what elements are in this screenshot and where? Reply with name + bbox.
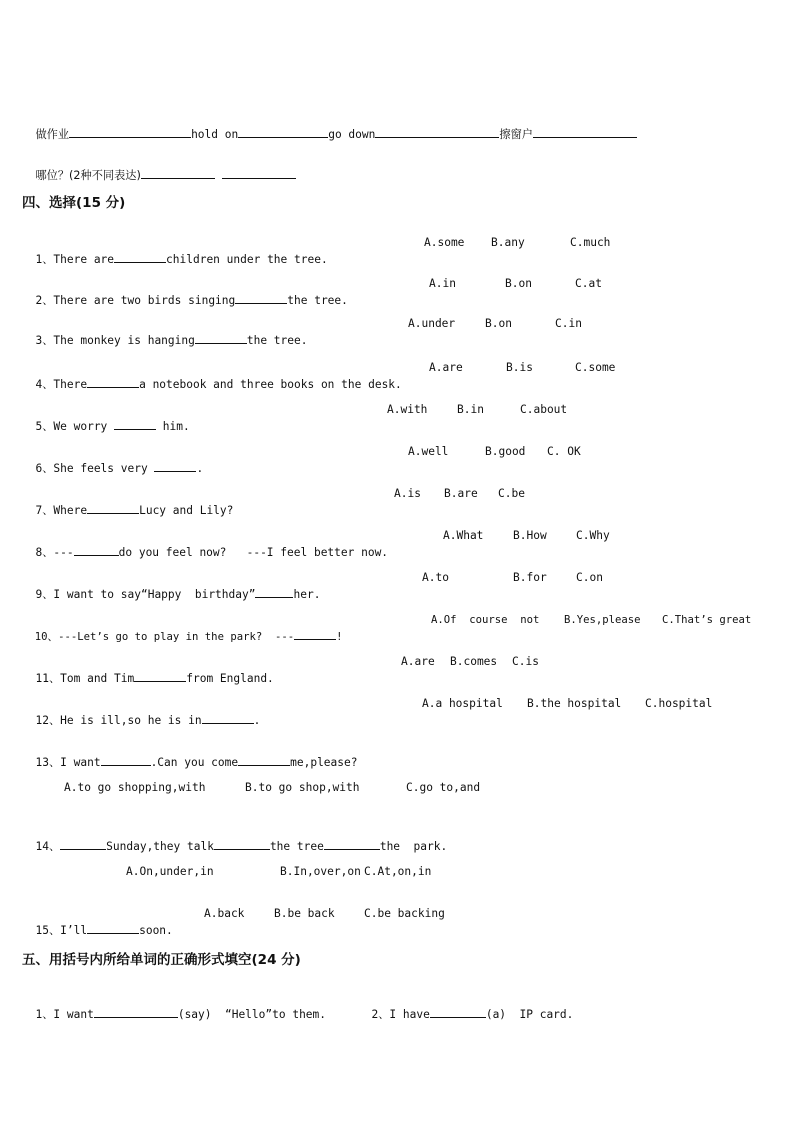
phrase-homework: 做作业	[35, 128, 70, 141]
option-c[interactable]: C.on	[576, 571, 603, 584]
option-a[interactable]: A.well	[408, 445, 449, 458]
option-b[interactable]: B.How	[513, 529, 547, 542]
answer-blank[interactable]	[94, 1006, 178, 1018]
question-stem: (a) IP card.	[485, 1008, 574, 1021]
fill-question-1	[22, 990, 326, 1023]
option-c[interactable]: C.at	[575, 277, 602, 290]
question-stem: 9、I want to say“Happy birthday”	[35, 588, 256, 601]
answer-blank[interactable]	[134, 670, 186, 682]
option-b[interactable]: B.are	[444, 487, 478, 500]
option-b[interactable]: B.Yes,please	[564, 614, 641, 626]
question-stem: soon.	[139, 924, 173, 937]
answer-blank[interactable]	[430, 1006, 486, 1018]
answer-blank[interactable]	[238, 754, 290, 766]
option-c[interactable]: C.about	[520, 403, 568, 416]
question-stem: the tree	[269, 840, 324, 853]
answer-blank[interactable]	[141, 167, 215, 179]
phrase-who-is-it: 哪位？(2种不同表达)	[35, 169, 141, 182]
answer-blank[interactable]	[114, 418, 156, 430]
question-stem: 4、There	[35, 378, 88, 391]
option-c[interactable]: C.much	[570, 236, 611, 249]
option-c[interactable]: C.go to,and	[406, 781, 481, 794]
question-5	[22, 402, 190, 435]
question-stem: him.	[156, 420, 190, 433]
option-a[interactable]: A.in	[429, 277, 456, 290]
question-stem: her.	[293, 588, 321, 601]
option-a[interactable]: A.to	[422, 571, 449, 584]
answer-blank[interactable]	[375, 126, 499, 138]
answer-blank[interactable]	[214, 838, 270, 850]
question-12	[22, 696, 260, 729]
question-stem: (say) “Hello”to them.	[177, 1008, 327, 1021]
answer-blank[interactable]	[202, 712, 254, 724]
answer-blank[interactable]	[87, 502, 139, 514]
question-9	[22, 570, 320, 603]
fill-question-2	[358, 990, 573, 1023]
option-c[interactable]: C. OK	[547, 445, 581, 458]
question-stem: Sunday,they talk	[106, 840, 214, 853]
question-13	[22, 738, 357, 771]
question-stem: 14、	[35, 840, 61, 853]
question-stem: a notebook and three books on the desk.	[139, 378, 402, 391]
answer-blank[interactable]	[69, 126, 191, 138]
option-b[interactable]: B.is	[506, 361, 533, 374]
question-stem: 15、I’ll	[35, 924, 88, 937]
question-stem: .	[196, 462, 204, 475]
question-stem: children under the tree.	[166, 253, 328, 266]
question-stem: me,please?	[290, 756, 358, 769]
answer-blank[interactable]	[294, 628, 336, 640]
option-a[interactable]: A.Of course not	[431, 614, 540, 626]
answer-blank[interactable]	[533, 126, 637, 138]
option-c[interactable]: C.hospital	[645, 697, 713, 710]
question-stem: .	[253, 714, 261, 727]
option-c[interactable]: C.be backing	[364, 907, 445, 920]
option-b[interactable]: B.any	[491, 236, 525, 249]
question-14	[22, 822, 447, 855]
phrase-hold-on: hold on	[191, 128, 239, 141]
question-stem: 3、The monkey is hanging	[35, 334, 195, 347]
option-a[interactable]: A.a hospital	[422, 697, 503, 710]
answer-blank[interactable]	[74, 544, 119, 556]
answer-blank[interactable]	[195, 332, 247, 344]
question-10	[22, 612, 343, 645]
question-stem: do you feel now? ---I feel better now.	[118, 546, 389, 559]
option-a[interactable]: A.On,under,in	[126, 865, 214, 878]
option-c[interactable]: C.At,on,in	[364, 865, 432, 878]
answer-blank[interactable]	[238, 126, 328, 138]
option-b[interactable]: B.in	[457, 403, 484, 416]
option-c[interactable]: C.Why	[576, 529, 610, 542]
phrase-go-down: go down	[328, 128, 376, 141]
phrase-row-1	[22, 110, 637, 143]
question-stem: from England.	[186, 672, 274, 685]
answer-blank[interactable]	[114, 251, 166, 263]
option-b[interactable]: B.to go shop,with	[245, 781, 360, 794]
question-8	[22, 528, 388, 561]
question-stem: !	[336, 631, 343, 643]
question-stem: 6、She feels very	[35, 462, 155, 475]
answer-blank[interactable]	[222, 167, 296, 179]
question-stem: the tree.	[246, 334, 308, 347]
option-a[interactable]: A.is	[394, 487, 421, 500]
option-a[interactable]: A.back	[204, 907, 245, 920]
question-stem: 1、I want	[35, 1008, 94, 1021]
question-stem: 11、Tom and Tim	[35, 672, 135, 685]
question-stem: 13、I want	[35, 756, 101, 769]
question-stem: the park.	[379, 840, 448, 853]
option-b[interactable]: B.for	[513, 571, 547, 584]
question-stem: 5、We worry	[35, 420, 115, 433]
question-3	[22, 316, 307, 349]
answer-blank[interactable]	[324, 838, 380, 850]
answer-blank[interactable]	[235, 292, 287, 304]
question-4	[22, 360, 402, 393]
question-6	[22, 444, 203, 477]
option-a[interactable]: A.some	[424, 236, 465, 249]
option-c[interactable]: C.some	[575, 361, 616, 374]
option-a[interactable]: A.are	[429, 361, 463, 374]
option-c[interactable]: C.in	[555, 317, 582, 330]
option-c[interactable]: C.is	[512, 655, 539, 668]
section-4-title: 四、选择(15 分)	[22, 195, 126, 211]
answer-blank[interactable]	[60, 838, 106, 850]
option-c[interactable]: C.That’s great	[662, 614, 752, 626]
option-a[interactable]: A.with	[387, 403, 428, 416]
option-b[interactable]: B.the hospital	[527, 697, 622, 710]
question-stem: 12、He is ill,so he is in	[35, 714, 202, 727]
question-stem: Lucy and Lily?	[139, 504, 234, 517]
question-stem: 1、There are	[35, 253, 115, 266]
answer-blank[interactable]	[87, 376, 139, 388]
phrase-clean-windows: 擦窗户	[499, 128, 533, 141]
question-stem: 2、There are two birds singing	[35, 294, 236, 307]
answer-blank[interactable]	[101, 754, 151, 766]
option-a[interactable]: A.are	[401, 655, 435, 668]
option-a[interactable]: A.under	[408, 317, 456, 330]
question-stem: 7、Where	[35, 504, 88, 517]
question-stem: 2、I have	[371, 1008, 430, 1021]
option-b[interactable]: B.be back	[274, 907, 335, 920]
question-1	[22, 235, 328, 268]
option-b[interactable]: B.comes	[450, 655, 498, 668]
section-5-title: 五、用括号内所给单词的正确形式填空(24 分)	[22, 952, 301, 968]
answer-blank[interactable]	[255, 586, 293, 598]
phrase-row-2	[22, 151, 296, 184]
question-stem: the tree.	[287, 294, 348, 307]
answer-blank[interactable]	[87, 922, 139, 934]
option-b[interactable]: B.on	[485, 317, 512, 330]
question-11	[22, 654, 274, 687]
option-c[interactable]: C.be	[498, 487, 525, 500]
question-7	[22, 486, 233, 519]
question-stem: 10、---Let’s go to play in the park? ---	[34, 631, 295, 643]
question-stem: .Can you come	[150, 756, 239, 769]
answer-blank[interactable]	[154, 460, 196, 472]
question-2	[22, 276, 348, 309]
option-b[interactable]: B.In,over,on	[280, 865, 361, 878]
option-b[interactable]: B.on	[505, 277, 532, 290]
question-15	[22, 906, 173, 939]
option-a[interactable]: A.What	[443, 529, 484, 542]
question-stem: 8、---	[35, 546, 74, 559]
option-a[interactable]: A.to go shopping,with	[64, 781, 206, 794]
option-b[interactable]: B.good	[485, 445, 526, 458]
